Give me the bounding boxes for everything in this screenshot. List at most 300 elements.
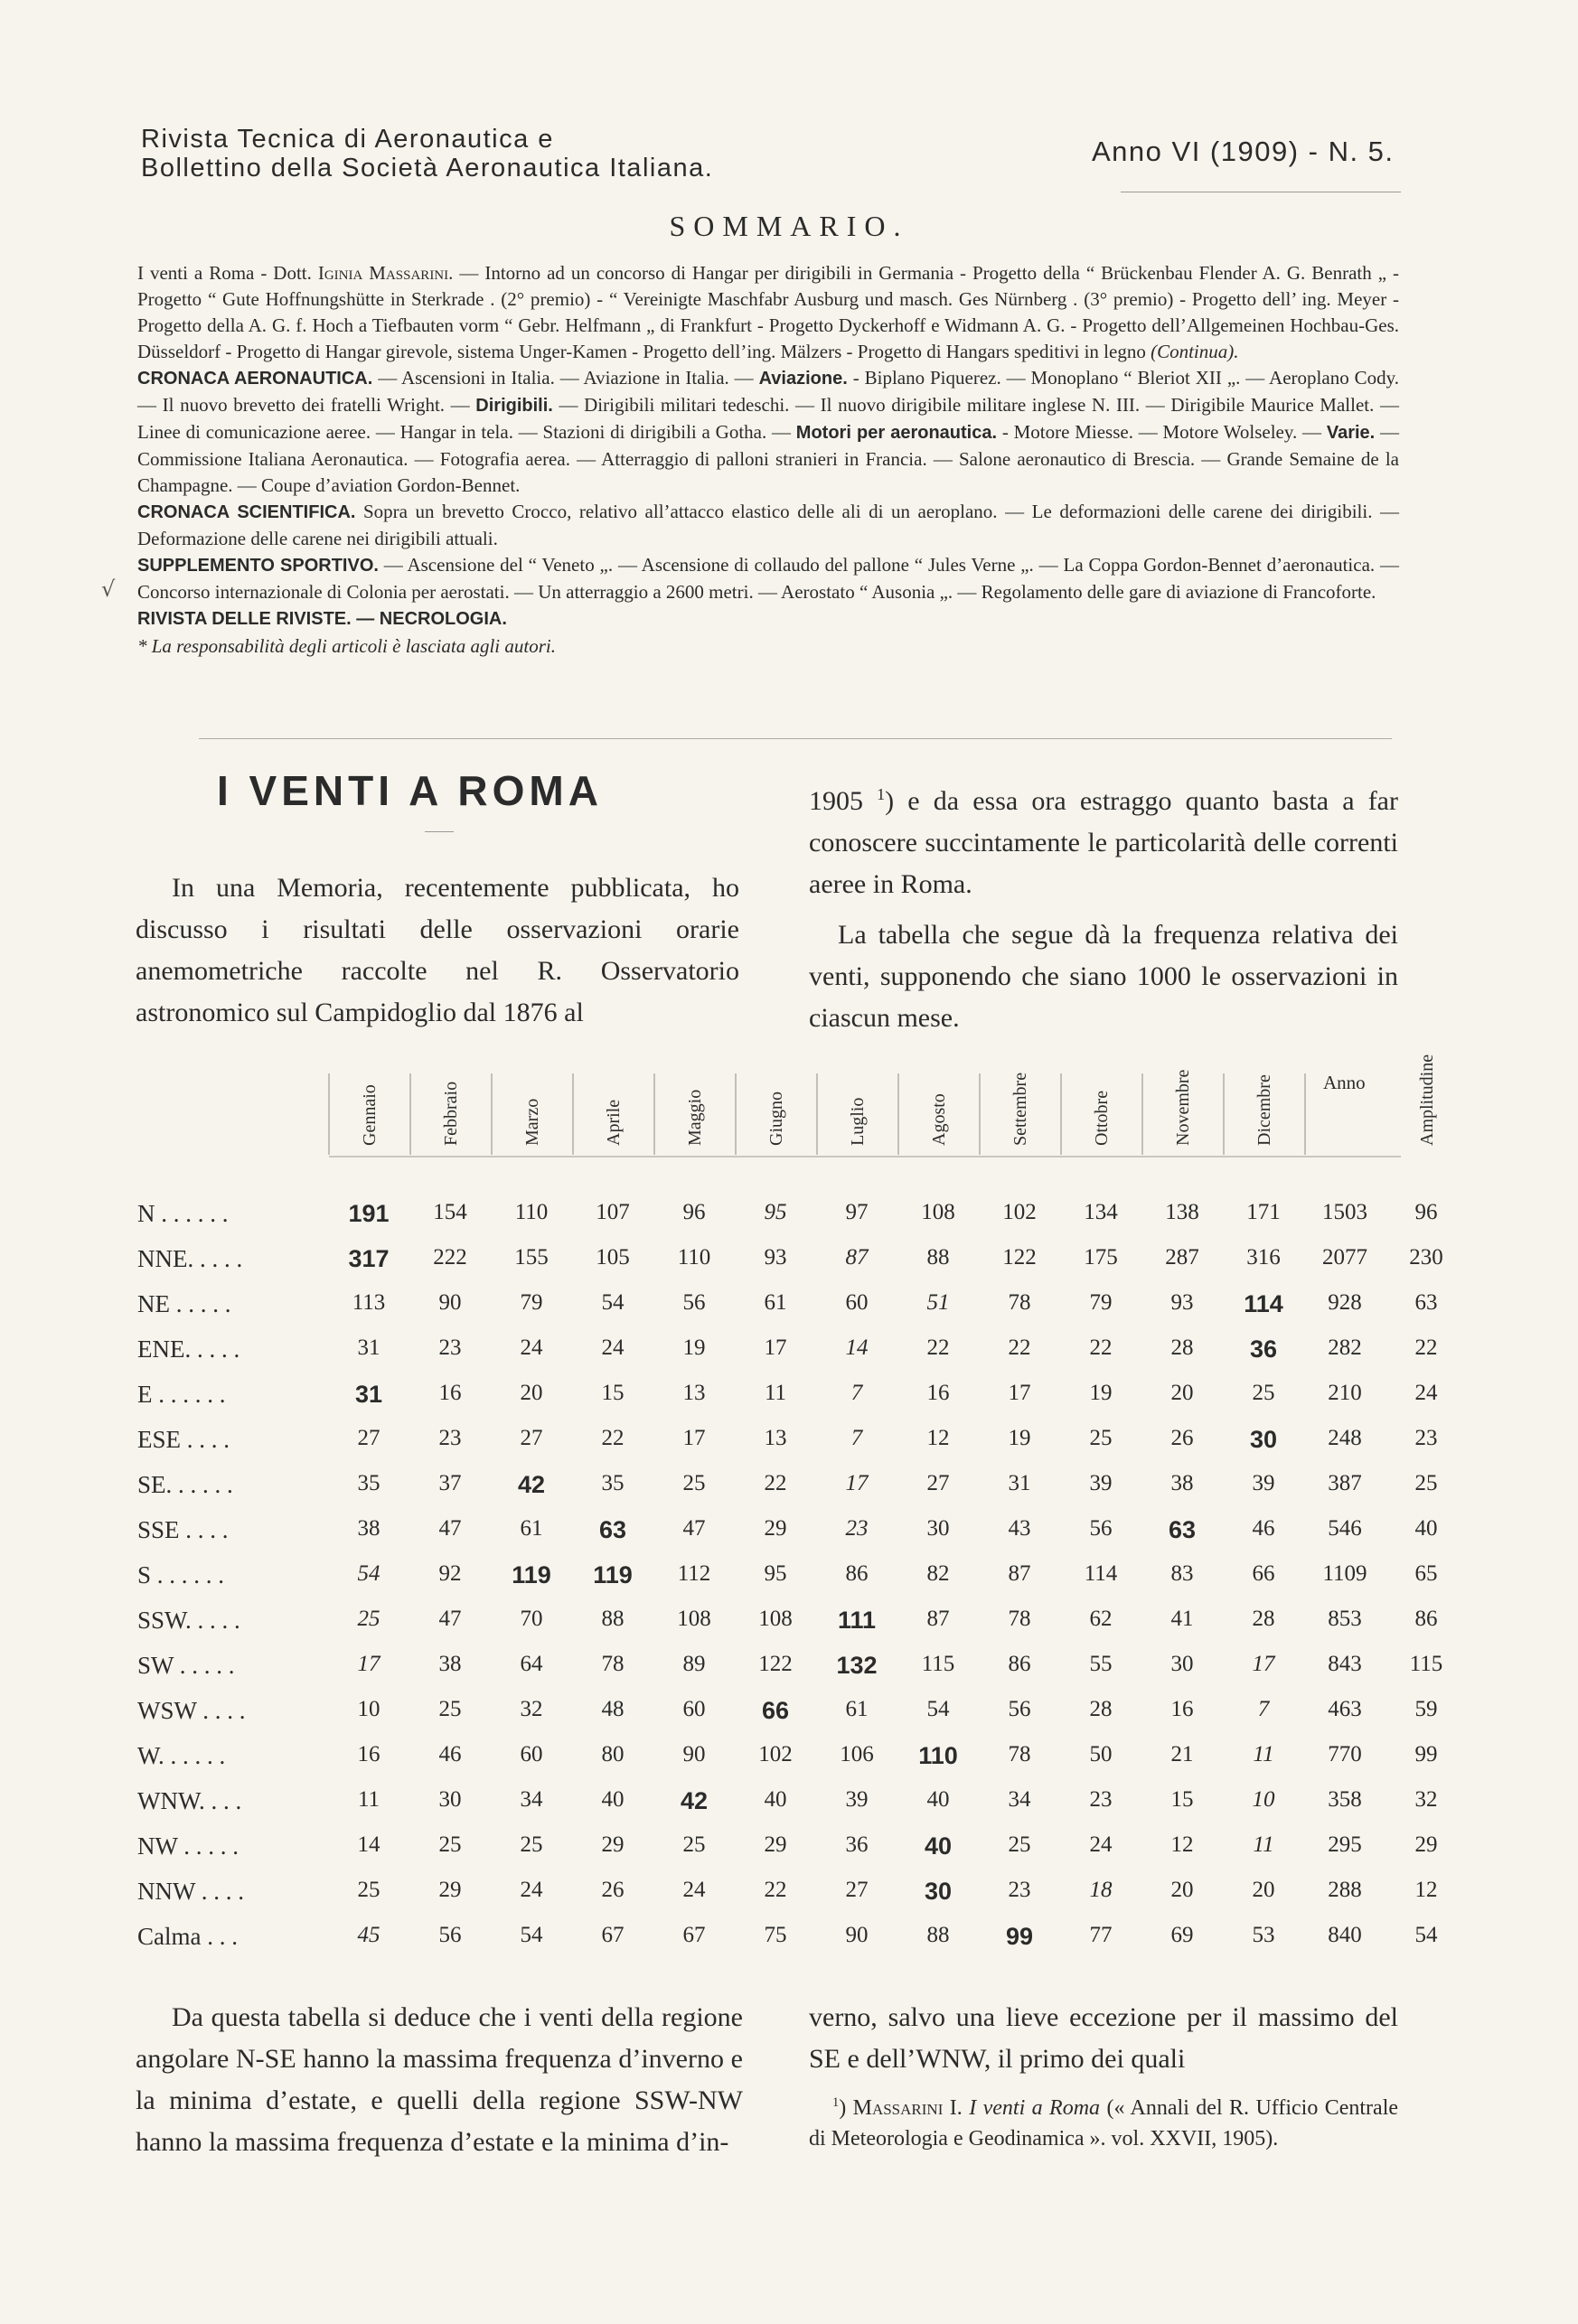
table-cell: 60 xyxy=(520,1742,543,1766)
summary-paragraph-4 xyxy=(137,552,1399,605)
table-cell: 87 xyxy=(926,1607,950,1631)
table-cell: 20 xyxy=(1170,1878,1194,1902)
table-cell: 22 xyxy=(764,1471,787,1495)
table-cell: 62 xyxy=(1089,1607,1113,1631)
table-cell: 69 xyxy=(1170,1923,1194,1947)
article-paragraph-1-cont xyxy=(809,773,1398,905)
row-label: ESE . . . . xyxy=(137,1426,230,1453)
subheading-varie: Varie. xyxy=(1326,423,1376,443)
table-cell: 78 xyxy=(601,1652,625,1676)
table-cell: 29 xyxy=(1414,1832,1438,1857)
table-cell: 853 xyxy=(1328,1607,1362,1631)
table-cell: 17 xyxy=(764,1335,787,1360)
row-label: S . . . . . . xyxy=(137,1561,225,1588)
table-cell: 39 xyxy=(1252,1471,1275,1495)
table-cell: 22 xyxy=(1414,1335,1438,1360)
table-cell: 88 xyxy=(601,1607,625,1631)
table-cell: 15 xyxy=(1170,1787,1194,1812)
journal-title xyxy=(141,125,713,183)
table-cell: 66 xyxy=(1252,1561,1275,1586)
table-cell: 90 xyxy=(845,1923,869,1947)
summary-p2-text-d: - Motore Miesse. — Motore Wolseley. — xyxy=(997,421,1327,443)
table-cell: 843 xyxy=(1328,1652,1362,1676)
table-cell: 39 xyxy=(1089,1471,1113,1495)
table-cell: 28 xyxy=(1170,1335,1194,1360)
table-cell: 387 xyxy=(1328,1471,1362,1495)
table-cell: 95 xyxy=(764,1561,787,1586)
row-label: Calma . . . xyxy=(137,1923,238,1950)
table-cell: 111 xyxy=(837,1607,877,1634)
table-cell: 115 xyxy=(921,1652,955,1676)
table-cell: 23 xyxy=(1414,1426,1438,1450)
table-cell: 34 xyxy=(1008,1787,1031,1812)
table-cell: 1109 xyxy=(1322,1561,1367,1586)
table-cell: 46 xyxy=(1252,1516,1275,1541)
table-cell: 47 xyxy=(438,1516,462,1541)
section-heading-cronaca-scientifica: CRONACA SCIENTIFICA. xyxy=(137,502,356,522)
table-cell: 110 xyxy=(918,1742,958,1769)
table-cell: 75 xyxy=(764,1923,787,1947)
table-cell: 38 xyxy=(357,1516,380,1541)
table-cell: 23 xyxy=(845,1516,869,1541)
table-cell: 23 xyxy=(1089,1787,1113,1812)
table-cell: 17 xyxy=(1252,1652,1275,1676)
table-cell: 316 xyxy=(1246,1245,1281,1270)
table-cell: 67 xyxy=(682,1923,706,1947)
table-cell: 41 xyxy=(1170,1607,1194,1631)
table-cell: 17 xyxy=(682,1426,706,1450)
column-header: Ottobre xyxy=(1092,1090,1112,1146)
table-cell: 40 xyxy=(924,1832,953,1860)
table-cell: 29 xyxy=(438,1878,462,1902)
table-cell: 102 xyxy=(758,1742,793,1766)
row-label: SE. . . . . . xyxy=(137,1471,233,1498)
row-label: WNW. . . . xyxy=(137,1787,242,1814)
table-cell: 87 xyxy=(1008,1561,1031,1586)
table-cell: 93 xyxy=(1170,1290,1194,1315)
table-cell: 86 xyxy=(845,1561,869,1586)
row-label: N . . . . . . xyxy=(137,1200,229,1227)
table-cell: 56 xyxy=(682,1290,706,1315)
table-cell: 32 xyxy=(520,1697,543,1721)
responsibility-note: * La responsabilità degli articoli è lasciata agli autori. xyxy=(137,635,556,657)
table-cell: 12 xyxy=(1414,1878,1438,1902)
column-header: Settembre xyxy=(1010,1072,1030,1146)
footnote-ref: 1 xyxy=(877,785,886,803)
table-cell: 15 xyxy=(601,1381,625,1405)
table-cell: 82 xyxy=(926,1561,950,1586)
table-cell: 38 xyxy=(1170,1471,1194,1495)
table-cell: 28 xyxy=(1089,1697,1113,1721)
footnote: $^1$) Massarini I. I venti a Roma (« Annali del R. Ufficio Centrale di Meteorologia e Geodinamica ». vol. XXVII, 1905). xyxy=(809,2095,1399,2151)
table-cell: 96 xyxy=(1414,1200,1438,1224)
table-cell: 24 xyxy=(601,1335,625,1360)
summary-p1-body: . — Intorno ad un concorso di Hangar per dirigibili in Germania - Progetto della “ Brückenbau Flender A. G. Benrath „ - Progetto “ Gute Hoffnungshütte in Sterkrade . (2° premio) - “ Vereinigte Maschfabr Ausburg und masch. Ges Nürnberg . (3° premio) - Progetto dell’ ing. Meyer - Progetto della A. G. f. Hoch a Tiefbauten vorm “ Gebr. Helfmann „ di Frankfurt - Progetto Dyckerhoff e Widmann A. G. - Progetto dell’Allgemeinen Hochbau-Ges. Düsseldorf - Progetto di Hangar girevole, sistema Unger-Kamen - Progetto dell’ing. Mälzers - Progetto di Hangars speditivi in legno xyxy=(137,262,1399,362)
table-cell: 56 xyxy=(1008,1697,1031,1721)
table-cell: 295 xyxy=(1328,1832,1362,1857)
table-cell: 86 xyxy=(1414,1607,1438,1631)
table-cell: 23 xyxy=(438,1335,462,1360)
table-cell: 25 xyxy=(1414,1471,1438,1495)
table-cell: 110 xyxy=(514,1200,549,1224)
table-cell: 22 xyxy=(1008,1335,1031,1360)
table-cell: 154 xyxy=(433,1200,467,1224)
table-cell: 12 xyxy=(926,1426,950,1450)
section-heading-supplemento-sportivo: SUPPLEMENTO SPORTIVO. xyxy=(137,556,379,576)
table-cell: 175 xyxy=(1084,1245,1118,1270)
table-cell: 40 xyxy=(601,1787,625,1812)
section-heading-rivista-necrologia: RIVISTA DELLE RIVISTE. — NECROLOGIA. xyxy=(137,609,507,629)
table-cell: 16 xyxy=(438,1381,462,1405)
table-cell: 80 xyxy=(601,1742,625,1766)
table-cell: 108 xyxy=(677,1607,711,1631)
table-cell: 50 xyxy=(1089,1742,1113,1766)
table-cell: 840 xyxy=(1328,1923,1362,1947)
table-cell: 97 xyxy=(845,1200,869,1224)
table-cell: 46 xyxy=(438,1742,462,1766)
table-cell: 20 xyxy=(1170,1381,1194,1405)
table-cell: 7 xyxy=(850,1426,863,1450)
table-cell: 27 xyxy=(357,1426,380,1450)
table-cell: 96 xyxy=(682,1200,706,1224)
table-cell: 87 xyxy=(845,1245,869,1270)
summary-p2-text-e: — Commissione Italiana Aeronautica. — Fotografia aerea. — Atterraggio di palloni stranieri in Francia. — Salone aeronautico di Brescia. — Grande Semaine de la Champagne. — Coupe d’aviation Gordon-Bennet. xyxy=(137,421,1400,496)
journal-title-line1: Rivista Tecnica di Aeronautica e xyxy=(141,125,554,154)
summary-p2-text-a: — Ascensioni in Italia. — Aviazione in Italia. — xyxy=(372,367,759,389)
table-cell: 19 xyxy=(1008,1426,1031,1450)
table-cell: 25 xyxy=(438,1832,462,1857)
table-cell: 54 xyxy=(357,1561,380,1586)
table-cell: 191 xyxy=(348,1200,390,1227)
margin-check-mark: √ xyxy=(101,576,116,602)
table-cell: 88 xyxy=(926,1923,950,1947)
summary-p3-text: Sopra un brevetto Crocco, relativo all’attacco elastico delle ali di un aeroplano. — Le deformazioni delle carene dei dirigibili. — Deformazione delle carene nei dirigibili attuali. xyxy=(137,501,1399,549)
row-label: NE . . . . . xyxy=(137,1290,231,1317)
wind-frequency-table xyxy=(136,1054,1443,1984)
table-cell: 42 xyxy=(517,1471,546,1498)
journal-title-line2: Bollettino della Società Aeronautica Italiana. xyxy=(141,154,714,183)
table-cell: 56 xyxy=(438,1923,462,1947)
table-cell: 230 xyxy=(1409,1245,1443,1270)
table-cell: 70 xyxy=(520,1607,543,1631)
table-cell: 54 xyxy=(1414,1923,1438,1947)
table-cell: 24 xyxy=(1089,1832,1113,1857)
table-cell: 25 xyxy=(1089,1426,1113,1450)
table-cell: 102 xyxy=(1002,1200,1037,1224)
table-cell: 29 xyxy=(601,1832,625,1857)
table-cell: 25 xyxy=(682,1832,706,1857)
table-cell: 66 xyxy=(761,1697,790,1724)
table-cell: 40 xyxy=(764,1787,787,1812)
row-label: SW . . . . . xyxy=(137,1652,235,1679)
table-cell: 119 xyxy=(512,1561,551,1588)
table-cell: 38 xyxy=(438,1652,462,1676)
table-cell: 282 xyxy=(1328,1335,1362,1360)
row-label: W. . . . . . xyxy=(137,1742,226,1769)
table-cell: 29 xyxy=(764,1832,787,1857)
table-cell: 115 xyxy=(1409,1652,1443,1676)
table-cell: 17 xyxy=(1008,1381,1031,1405)
table-cell: 11 xyxy=(1253,1742,1274,1766)
table-cell: 11 xyxy=(1253,1832,1274,1857)
table-cell: 29 xyxy=(764,1516,787,1541)
table-cell: 7 xyxy=(850,1381,863,1405)
table-cell: 92 xyxy=(438,1561,462,1586)
table-cell: 86 xyxy=(1008,1652,1031,1676)
table-cell: 45 xyxy=(357,1923,380,1947)
table-cell: 14 xyxy=(845,1335,869,1360)
column-header: Dicembre xyxy=(1254,1074,1274,1146)
table-cell: 114 xyxy=(1084,1561,1118,1586)
table-cell: 106 xyxy=(840,1742,874,1766)
table-cell: 19 xyxy=(1089,1381,1113,1405)
table-cell: 20 xyxy=(520,1381,543,1405)
table-cell: 248 xyxy=(1328,1426,1362,1450)
table-cell: 61 xyxy=(845,1697,869,1721)
table-cell: 287 xyxy=(1165,1245,1199,1270)
table-cell: 25 xyxy=(357,1878,380,1902)
table-cell: 59 xyxy=(1414,1697,1438,1721)
column-header: Aprile xyxy=(604,1099,624,1146)
table-cell: 11 xyxy=(764,1381,787,1405)
table-cell: 25 xyxy=(682,1471,706,1495)
table-cell: 78 xyxy=(1008,1742,1031,1766)
table-cell: 546 xyxy=(1328,1516,1362,1541)
table-cell: 89 xyxy=(682,1652,706,1676)
table-cell: 42 xyxy=(680,1787,709,1814)
table-cell: 10 xyxy=(357,1697,380,1721)
article-column-2 xyxy=(809,773,1398,1039)
table-cell: 2077 xyxy=(1322,1245,1367,1270)
table-cell: 54 xyxy=(926,1697,950,1721)
summary-p1-continua: (Continua). xyxy=(1151,341,1239,362)
article-paragraph-1-rest: ) e da essa ora estraggo quanto basta a far conoscere succintamente le particolarità delle correnti aeree in Roma. xyxy=(809,786,1398,899)
table-cell: 110 xyxy=(677,1245,711,1270)
table-cell: 54 xyxy=(520,1923,543,1947)
table-cell: 55 xyxy=(1089,1652,1113,1676)
summary-paragraph-1 xyxy=(137,260,1399,365)
summary-rule xyxy=(199,738,1392,739)
table-cell: 928 xyxy=(1328,1290,1362,1315)
table-cell: 18 xyxy=(1089,1878,1113,1902)
table-cell: 83 xyxy=(1170,1561,1194,1586)
table-cell: 78 xyxy=(1008,1290,1031,1315)
table-cell: 30 xyxy=(926,1516,950,1541)
footnote-mark: 1 xyxy=(832,2095,840,2110)
table-cell: 35 xyxy=(601,1471,625,1495)
table-cell: 77 xyxy=(1089,1923,1113,1947)
table-cell: 61 xyxy=(764,1290,787,1315)
table-cell: 31 xyxy=(1008,1471,1031,1495)
table-cell: 30 xyxy=(1170,1652,1194,1676)
table-cell: 113 xyxy=(352,1290,386,1315)
title-underline xyxy=(425,831,454,832)
row-label: SSW. . . . . xyxy=(137,1607,240,1634)
row-label: ENE. . . . . xyxy=(137,1335,240,1363)
table-cell: 95 xyxy=(764,1200,787,1224)
table-cell: 11 xyxy=(357,1787,380,1812)
article-paragraph-1: In una Memoria, recentemente pubblicata, ho discusso i risultati delle osservazioni orarie anemometriche raccolte nel R. Osservatorio astronomico sul Campidoglio dal 1876 al xyxy=(136,873,739,1027)
summary-paragraph-3 xyxy=(137,499,1399,552)
table-cell: 79 xyxy=(1089,1290,1113,1315)
column-header: Luglio xyxy=(848,1097,868,1146)
table-cell: 37 xyxy=(438,1471,462,1495)
table-cell: 88 xyxy=(926,1245,950,1270)
summary-p4-text: — Ascensione del “ Veneto „. — Ascensione di collaudo del pallone “ Jules Verne „. — La Coppa Gordon-Bennet d’aeronautica. — Concorso internazionale di Colonia per aerostati. — Un atterraggio a 2600 metri. — Aerostato “ Ausonia „. — Regolamento delle gare di aviazione di Francoforte. xyxy=(137,554,1399,603)
article-column-1 xyxy=(136,867,739,1034)
table-cell: 119 xyxy=(593,1561,633,1588)
summary-p2-text-c: — Dirigibili militari tedeschi. — Il nuovo dirigibile militare inglese N. III. — Dirigibile Maurice Mallet. — Linee di comunicazione aeree. — Hangar in tela. — Stazioni di dirigibili a Gotha. — xyxy=(137,394,1399,443)
table-cell: 28 xyxy=(1252,1607,1275,1631)
table-cell: 65 xyxy=(1414,1561,1438,1586)
article-title: I VENTI A ROMA xyxy=(217,767,603,814)
table-cell: 90 xyxy=(438,1290,462,1315)
table-cell: 30 xyxy=(438,1787,462,1812)
table-cell: 108 xyxy=(921,1200,955,1224)
summary-block xyxy=(137,260,1399,660)
table-cell: 39 xyxy=(845,1787,869,1812)
table-cell: 47 xyxy=(438,1607,462,1631)
table-cell: 27 xyxy=(520,1426,543,1450)
table-cell: 12 xyxy=(1170,1832,1194,1857)
table-cell: 134 xyxy=(1084,1200,1118,1224)
table-cell: 155 xyxy=(514,1245,549,1270)
table-cell: 25 xyxy=(1008,1832,1031,1857)
table-cell: 34 xyxy=(520,1787,543,1812)
table-cell: 40 xyxy=(926,1787,950,1812)
table-cell: 54 xyxy=(601,1290,625,1315)
table-cell: 17 xyxy=(845,1471,869,1495)
table-cell: 20 xyxy=(1252,1878,1275,1902)
table-cell: 1503 xyxy=(1322,1200,1367,1224)
table-cell: 108 xyxy=(758,1607,793,1631)
table-cell: 25 xyxy=(520,1832,543,1857)
column-header: Amplitudine xyxy=(1417,1054,1437,1146)
footnote-source: (« Annali del R. Ufficio Centrale di Meteorologia e Geodinamica ». vol. XXVII, 1905). xyxy=(809,2096,1399,2151)
table-cell: 30 xyxy=(924,1878,953,1905)
table-cell: 17 xyxy=(357,1652,380,1676)
table-cell: 90 xyxy=(682,1742,706,1766)
table-cell: 210 xyxy=(1328,1381,1362,1405)
subheading-aviazione: Aviazione. xyxy=(758,369,848,389)
table-cell: 31 xyxy=(357,1335,380,1360)
table-cell: 24 xyxy=(520,1335,543,1360)
table-cell: 107 xyxy=(596,1200,630,1224)
table-cell: 7 xyxy=(1257,1697,1270,1721)
table-cell: 60 xyxy=(682,1697,706,1721)
table-cell: 35 xyxy=(357,1471,380,1495)
table-cell: 19 xyxy=(682,1335,706,1360)
table-cell: 99 xyxy=(1414,1742,1438,1766)
table-cell: 23 xyxy=(438,1426,462,1450)
table-cell: 13 xyxy=(764,1426,787,1450)
table-cell: 24 xyxy=(1414,1381,1438,1405)
table-cell: 79 xyxy=(520,1290,543,1315)
table-cell: 222 xyxy=(433,1245,467,1270)
table-cell: 36 xyxy=(1249,1335,1278,1363)
table-cell: 24 xyxy=(682,1878,706,1902)
column-header: Marzo xyxy=(522,1098,542,1146)
subheading-motori: Motori per aeronautica. xyxy=(795,423,998,443)
table-cell: 25 xyxy=(357,1607,380,1631)
table-cell: 93 xyxy=(764,1245,787,1270)
summary-paragraph-5 xyxy=(137,605,1399,633)
column-header: Giugno xyxy=(766,1092,786,1146)
table-cell: 24 xyxy=(520,1878,543,1902)
table-cell: 770 xyxy=(1328,1742,1362,1766)
table-cell: 61 xyxy=(520,1516,543,1541)
table-cell: 25 xyxy=(438,1697,462,1721)
table-cell: 47 xyxy=(682,1516,706,1541)
table-cell: 317 xyxy=(348,1245,390,1272)
table-cell: 122 xyxy=(758,1652,793,1676)
table-cell: 63 xyxy=(598,1516,627,1543)
table-cell: 16 xyxy=(926,1381,950,1405)
table-cell: 60 xyxy=(845,1290,869,1315)
row-label: WSW . . . . xyxy=(137,1697,246,1724)
table-cell: 22 xyxy=(601,1426,625,1450)
table-cell: 23 xyxy=(1008,1878,1031,1902)
column-header: Anno xyxy=(1323,1072,1366,1093)
table-cell: 288 xyxy=(1328,1878,1362,1902)
issue-number: Anno VI (1909) - N. 5. xyxy=(1092,136,1395,167)
table-cell: 67 xyxy=(601,1923,625,1947)
summary-paragraph-2 xyxy=(137,365,1399,499)
table-cell: 43 xyxy=(1008,1516,1031,1541)
table-cell: 13 xyxy=(682,1381,706,1405)
table-cell: 51 xyxy=(926,1290,950,1315)
table-cell: 27 xyxy=(926,1471,950,1495)
table-cell: 64 xyxy=(520,1652,543,1676)
summary-p1-text: I venti a Roma - Dott. xyxy=(137,262,318,284)
table-cell: 171 xyxy=(1246,1200,1281,1224)
table-cell: 22 xyxy=(764,1878,787,1902)
row-label: NNW . . . . xyxy=(137,1878,244,1905)
article-column-4: verno, salvo una lieve eccezione per il massimo del SE e dell’WNW, il primo dei quali xyxy=(809,2002,1398,2074)
column-header: Maggio xyxy=(685,1089,705,1146)
table-cell: 138 xyxy=(1165,1200,1199,1224)
table-cell: 122 xyxy=(1002,1245,1037,1270)
table-cell: 27 xyxy=(845,1878,869,1902)
column-header: Gennaio xyxy=(360,1084,380,1146)
column-header: Novembre xyxy=(1173,1069,1193,1146)
year-text: 1905 xyxy=(809,786,863,816)
table-cell: 30 xyxy=(1249,1426,1278,1453)
table-cell: 14 xyxy=(357,1832,380,1857)
row-label: NNE. . . . . xyxy=(137,1245,243,1272)
article-column-3: Da questa tabella si deduce che i venti della regione angolare N-SE hanno la massima frequenza d’inverno e la minima d’estate, e quelli della regione SSW-NW hanno la massima frequenza d’estate e la minima d’in- xyxy=(136,2002,743,2157)
table-cell: 16 xyxy=(357,1742,380,1766)
table-cell: 22 xyxy=(1089,1335,1113,1360)
table-cell: 358 xyxy=(1328,1787,1362,1812)
column-header: Febbraio xyxy=(441,1081,461,1146)
footnote-author: Massarini I. xyxy=(852,2096,963,2120)
table-cell: 21 xyxy=(1170,1742,1194,1766)
table-cell: 56 xyxy=(1089,1516,1113,1541)
table-cell: 26 xyxy=(1170,1426,1194,1450)
table-cell: 22 xyxy=(926,1335,950,1360)
table-cell: 63 xyxy=(1168,1516,1197,1543)
table-cell: 36 xyxy=(845,1832,869,1857)
table-cell: 32 xyxy=(1414,1787,1438,1812)
subheading-dirigibili: Dirigibili. xyxy=(475,396,553,416)
sommario-title: SOMMARIO. xyxy=(669,210,909,242)
column-header: Agosto xyxy=(929,1093,949,1146)
article-paragraph-2: La tabella che segue dà la frequenza relativa dei venti, supponendo che siano 1000 le osservazioni in ciascun mese. xyxy=(809,920,1398,1033)
table-cell: 114 xyxy=(1244,1290,1283,1317)
table-cell: 105 xyxy=(596,1245,630,1270)
table-cell: 31 xyxy=(354,1381,383,1408)
